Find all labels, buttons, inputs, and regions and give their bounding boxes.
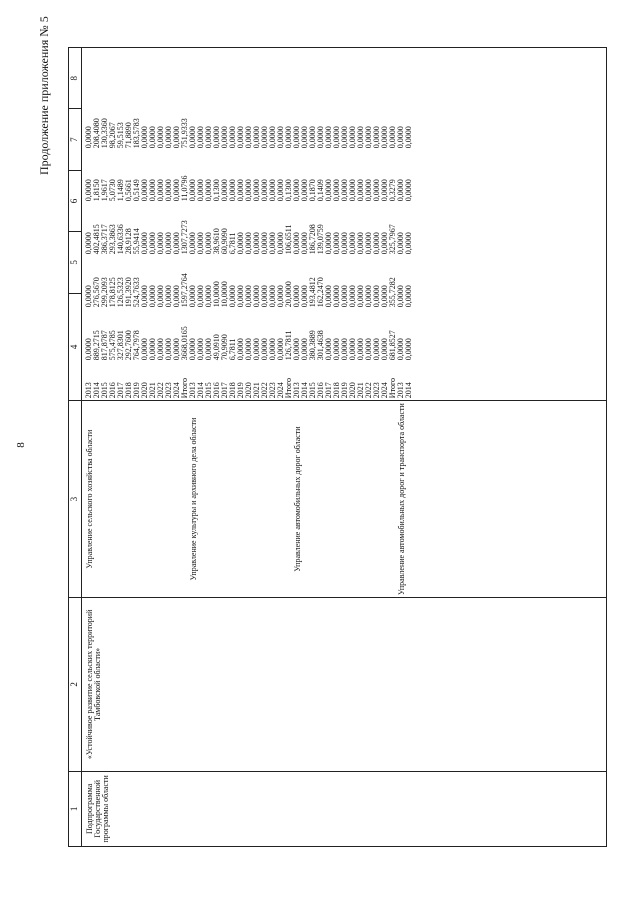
value-cell: 0,0000 bbox=[148, 179, 157, 202]
value-cell: 380,3889 bbox=[308, 330, 317, 361]
value-cell: 0,0000 bbox=[380, 285, 389, 308]
value-cell: 0,0000 bbox=[324, 338, 333, 361]
organization-column bbox=[82, 401, 607, 598]
value-cell: 575,4785 bbox=[108, 330, 117, 361]
value-cell: 0,0000 bbox=[244, 179, 253, 202]
value-cell: 0,0000 bbox=[188, 179, 197, 202]
year-cell: Итого bbox=[388, 377, 397, 399]
value-cell: 0,0000 bbox=[252, 179, 261, 202]
year-cell: 2014 bbox=[404, 382, 413, 399]
org-1: Управление культуры и архивного дела области bbox=[189, 417, 198, 581]
table-row bbox=[405, 48, 413, 398]
value-cell: 178,8125 bbox=[108, 277, 117, 308]
value-cell: 0,0000 bbox=[308, 126, 317, 149]
value-cell: 0,0000 bbox=[268, 232, 277, 255]
value-cell: 0,0000 bbox=[404, 126, 413, 149]
value-cell: 0,0000 bbox=[252, 232, 261, 255]
year-cell: 2017 bbox=[116, 382, 125, 399]
value-cell: 0,0000 bbox=[396, 285, 405, 308]
value-cell: 1,9617 bbox=[100, 179, 109, 202]
value-cell: 0,0000 bbox=[84, 338, 93, 361]
value-cell: 0,0000 bbox=[372, 179, 381, 202]
value-cell: 1,1489 bbox=[116, 179, 125, 202]
value-cell: 0,0000 bbox=[84, 179, 93, 202]
value-cell: 0,0000 bbox=[220, 126, 229, 149]
value-cell: 327,8301 bbox=[116, 330, 125, 361]
value-cell: 0,0000 bbox=[196, 232, 205, 255]
year-cell: 2014 bbox=[300, 382, 309, 399]
value-cell: 889,2715 bbox=[92, 330, 101, 361]
value-cell: 0,0000 bbox=[260, 179, 269, 202]
header-cell-3: 3 bbox=[69, 401, 82, 598]
year-cell: 2022 bbox=[364, 382, 373, 399]
year-cell: 2013 bbox=[292, 382, 301, 399]
value-cell: 0,0000 bbox=[276, 232, 285, 255]
value-cell: 0,0000 bbox=[148, 338, 157, 361]
value-cell: 0,0000 bbox=[236, 232, 245, 255]
value-cell: 0,0000 bbox=[332, 232, 341, 255]
value-cell: 5,0730 bbox=[108, 179, 117, 202]
value-cell: 130,3360 bbox=[100, 118, 109, 149]
value-cell: 0,0000 bbox=[404, 285, 413, 308]
value-cell: 0,0000 bbox=[196, 338, 205, 361]
value-cell: 0,0000 bbox=[172, 338, 181, 361]
value-cell: 0,0000 bbox=[348, 126, 357, 149]
value-cell: 0,0000 bbox=[268, 285, 277, 308]
value-cell: 38,9610 bbox=[212, 228, 221, 255]
value-cell: 681,8527 bbox=[388, 330, 397, 361]
value-cell: 0,0000 bbox=[356, 126, 365, 149]
value-cell: 0,0000 bbox=[276, 338, 285, 361]
value-cell: 0,0000 bbox=[164, 179, 173, 202]
value-cell: 0,0000 bbox=[372, 126, 381, 149]
value-cell: 11,0796 bbox=[180, 175, 189, 202]
value-cell: 0,0000 bbox=[228, 126, 237, 149]
value-cell: 0,0000 bbox=[84, 285, 93, 308]
value-cell: 0,0000 bbox=[332, 179, 341, 202]
value-cell: 0,0000 bbox=[324, 179, 333, 202]
value-cell: 0,0000 bbox=[260, 338, 269, 361]
value-cell: 0,0000 bbox=[260, 126, 269, 149]
value-cell: 0,0000 bbox=[364, 179, 373, 202]
year-cell: 2019 bbox=[340, 382, 349, 399]
values-area bbox=[82, 48, 607, 401]
year-cell: 2015 bbox=[308, 382, 317, 399]
value-cell: 191,3920 bbox=[124, 277, 133, 308]
year-cell: 2017 bbox=[324, 382, 333, 399]
value-cell: 1307,7273 bbox=[180, 220, 189, 255]
year-cell: 2014 bbox=[92, 382, 101, 399]
value-cell: 0,0000 bbox=[164, 285, 173, 308]
year-cell: 2018 bbox=[228, 382, 237, 399]
value-cell: 0,0000 bbox=[164, 232, 173, 255]
year-cell: 2021 bbox=[252, 382, 261, 399]
value-cell: 0,0000 bbox=[148, 285, 157, 308]
header-cell-2: 2 bbox=[69, 598, 82, 772]
org-2: Управление автомобильных дорог области bbox=[293, 426, 302, 572]
value-cell: 0,0000 bbox=[340, 338, 349, 361]
header-cell-5: 5 bbox=[69, 232, 82, 293]
year-cell: 2017 bbox=[220, 382, 229, 399]
year-cell: 2016 bbox=[316, 382, 325, 399]
value-cell: 0,0000 bbox=[388, 126, 397, 149]
value-cell: 0,0000 bbox=[356, 232, 365, 255]
subprogram-label: Подпрограмма Государственной программы области bbox=[82, 771, 607, 846]
value-cell: 325,7967 bbox=[388, 224, 397, 255]
year-cell: 2024 bbox=[172, 382, 181, 399]
value-cell: 193,4812 bbox=[308, 277, 317, 308]
year-cell: 2023 bbox=[372, 382, 381, 399]
value-cell: 0,0000 bbox=[380, 179, 389, 202]
value-cell: 0,0000 bbox=[292, 232, 301, 255]
year-cell: 2018 bbox=[332, 382, 341, 399]
value-cell: 0,0000 bbox=[172, 179, 181, 202]
value-cell: 0,0000 bbox=[356, 285, 365, 308]
year-cell: 2016 bbox=[108, 382, 117, 399]
year-cell: 2020 bbox=[140, 382, 149, 399]
value-cell: 0,0000 bbox=[292, 126, 301, 149]
year-cell: 2021 bbox=[356, 382, 365, 399]
value-cell: 0,0000 bbox=[380, 126, 389, 149]
value-cell: 183,5783 bbox=[132, 118, 141, 149]
org-3: Управление автомобильных дорог и транспорта области bbox=[397, 403, 406, 596]
value-cell: 0,0000 bbox=[324, 232, 333, 255]
value-cell: 126,5323 bbox=[116, 277, 125, 308]
value-cell: 0,0000 bbox=[324, 285, 333, 308]
value-cell: 0,0000 bbox=[228, 179, 237, 202]
value-cell: 0,0000 bbox=[356, 338, 365, 361]
value-cell: 0,0000 bbox=[356, 179, 365, 202]
year-cell: 2016 bbox=[212, 382, 221, 399]
value-cell: 402,4815 bbox=[92, 224, 101, 255]
value-cell: 0,0000 bbox=[148, 126, 157, 149]
value-cell: 98,2067 bbox=[108, 122, 117, 149]
year-cell: 2022 bbox=[260, 382, 269, 399]
value-cell: 49,0910 bbox=[212, 334, 221, 361]
value-cell: 0,0000 bbox=[268, 126, 277, 149]
value-cell: 0,0000 bbox=[372, 232, 381, 255]
value-cell: 0,0000 bbox=[276, 179, 285, 202]
value-cell: 0,0000 bbox=[340, 126, 349, 149]
value-cell: 0,0000 bbox=[300, 232, 309, 255]
value-cell: 0,3279 bbox=[388, 179, 397, 202]
value-cell: 0,0000 bbox=[220, 179, 229, 202]
value-cell: 0,0000 bbox=[396, 126, 405, 149]
value-cell: 0,0000 bbox=[140, 338, 149, 361]
year-cell: Итого bbox=[180, 377, 189, 399]
value-cell: 0,0000 bbox=[300, 126, 309, 149]
value-cell: 0,0000 bbox=[292, 285, 301, 308]
value-cell: 0,0000 bbox=[396, 232, 405, 255]
value-cell: 0,0000 bbox=[188, 285, 197, 308]
year-cell: 2024 bbox=[380, 382, 389, 399]
year-cell: 2020 bbox=[244, 382, 253, 399]
value-cell: 126,7811 bbox=[284, 330, 293, 361]
value-cell: 0,0000 bbox=[316, 126, 325, 149]
value-cell: 751,9333 bbox=[180, 118, 189, 149]
value-cell: 0,0000 bbox=[372, 338, 381, 361]
value-cell: 0,0000 bbox=[236, 338, 245, 361]
header-cell-6: 6 bbox=[69, 170, 82, 231]
value-cell: 0,0000 bbox=[188, 338, 197, 361]
value-cell: 139,0759 bbox=[316, 224, 325, 255]
value-cell: 70,9090 bbox=[220, 334, 229, 361]
value-cell: 0,5661 bbox=[124, 179, 133, 202]
value-cell: 0,0000 bbox=[140, 126, 149, 149]
value-cell: 0,0000 bbox=[324, 126, 333, 149]
value-cell: 0,0000 bbox=[204, 285, 213, 308]
value-cell: 0,0000 bbox=[348, 232, 357, 255]
value-cell: 0,0000 bbox=[204, 179, 213, 202]
value-cell: 55,9414 bbox=[132, 228, 141, 255]
value-cell: 162,2470 bbox=[316, 277, 325, 308]
value-cell: 0,0000 bbox=[364, 126, 373, 149]
value-cell: 0,0000 bbox=[364, 338, 373, 361]
value-cell: 0,0000 bbox=[188, 232, 197, 255]
value-cell: 59,5153 bbox=[116, 122, 125, 149]
year-cell: 2013 bbox=[84, 382, 93, 399]
year-cell: 2018 bbox=[124, 382, 133, 399]
value-cell: 0,0000 bbox=[380, 338, 389, 361]
value-cell: 0,0000 bbox=[172, 126, 181, 149]
value-cell: 0,0000 bbox=[244, 338, 253, 361]
value-cell: 0,0000 bbox=[244, 232, 253, 255]
year-cell: 2023 bbox=[164, 382, 173, 399]
header-row bbox=[69, 48, 82, 847]
value-cell: 0,0000 bbox=[332, 338, 341, 361]
value-cell: 0,0000 bbox=[268, 179, 277, 202]
value-cell: 0,0000 bbox=[284, 126, 293, 149]
value-cell: 0,0000 bbox=[268, 338, 277, 361]
value-cell: 0,0000 bbox=[156, 285, 165, 308]
value-cell: 301,4638 bbox=[316, 330, 325, 361]
value-cell: 0,0000 bbox=[156, 126, 165, 149]
budget-table bbox=[68, 47, 607, 847]
value-cell: 0,0000 bbox=[140, 285, 149, 308]
value-cell: 0,0000 bbox=[196, 126, 205, 149]
value-cell: 0,0000 bbox=[172, 232, 181, 255]
year-cell: 2022 bbox=[156, 382, 165, 399]
year-cell: 2014 bbox=[196, 382, 205, 399]
value-cell: 0,0000 bbox=[140, 179, 149, 202]
value-cell: 10,0000 bbox=[212, 281, 221, 308]
year-cell: 2020 bbox=[348, 382, 357, 399]
value-cell: 0,0000 bbox=[404, 179, 413, 202]
value-cell: 0,0000 bbox=[332, 126, 341, 149]
year-cell: 2024 bbox=[276, 382, 285, 399]
value-cell: 0,0000 bbox=[204, 126, 213, 149]
value-cell: 0,0000 bbox=[164, 338, 173, 361]
year-cell: Итого bbox=[284, 377, 293, 399]
value-cell: 0,0000 bbox=[404, 338, 413, 361]
value-cell: 0,0000 bbox=[252, 126, 261, 149]
value-cell: 292,7600 bbox=[124, 330, 133, 361]
value-cell: 0,0000 bbox=[332, 285, 341, 308]
value-cell: 0,0000 bbox=[348, 338, 357, 361]
value-cell: 20,0000 bbox=[284, 281, 293, 308]
value-cell: 0,0000 bbox=[292, 179, 301, 202]
value-cell: 0,0000 bbox=[140, 232, 149, 255]
value-cell: 524,7633 bbox=[132, 277, 141, 308]
year-cell: 2015 bbox=[100, 382, 109, 399]
value-cell: 0,0000 bbox=[404, 232, 413, 255]
value-cell: 0,0000 bbox=[260, 285, 269, 308]
value-cell: 6,7811 bbox=[228, 232, 237, 255]
org-0: Управление сельского хозяйства области bbox=[85, 429, 94, 569]
header-cell-7: 7 bbox=[69, 109, 82, 170]
value-cell: 0,5149 bbox=[132, 179, 141, 202]
value-cell: 0,0000 bbox=[188, 126, 197, 149]
value-cell: 0,0000 bbox=[228, 285, 237, 308]
value-cell: 355,7282 bbox=[388, 277, 397, 308]
value-cell: 28,9128 bbox=[124, 228, 133, 255]
value-cell: 0,0000 bbox=[364, 232, 373, 255]
value-cell: 0,0000 bbox=[252, 338, 261, 361]
value-cell: 299,2093 bbox=[100, 277, 109, 308]
value-cell: 71,8890 bbox=[124, 122, 133, 149]
value-cell: 0,0000 bbox=[292, 338, 301, 361]
value-cell: 0,0000 bbox=[236, 285, 245, 308]
value-cell: 276,5670 bbox=[92, 277, 101, 308]
value-cell: 0,0000 bbox=[156, 179, 165, 202]
page-number: 8 bbox=[15, 442, 27, 448]
value-cell: 1,8150 bbox=[92, 179, 101, 202]
value-cell: 0,0000 bbox=[276, 285, 285, 308]
value-cell: 0,0000 bbox=[156, 232, 165, 255]
value-cell: 0,0000 bbox=[236, 179, 245, 202]
value-cell: 0,1300 bbox=[284, 179, 293, 202]
value-cell: 0,0000 bbox=[380, 232, 389, 255]
year-cell: 2019 bbox=[236, 382, 245, 399]
value-cell: 764,7978 bbox=[132, 330, 141, 361]
value-cell: 0,0000 bbox=[236, 126, 245, 149]
value-cell: 60,9090 bbox=[220, 228, 229, 255]
value-cell: 3668,0165 bbox=[180, 326, 189, 361]
value-cell: 1597,2764 bbox=[180, 273, 189, 308]
value-cell: 0,0000 bbox=[340, 285, 349, 308]
value-cell: 0,0000 bbox=[372, 285, 381, 308]
value-cell: 0,0000 bbox=[84, 232, 93, 255]
value-cell: 0,0000 bbox=[348, 285, 357, 308]
value-cell: 0,0000 bbox=[156, 338, 165, 361]
value-cell: 0,0000 bbox=[244, 126, 253, 149]
value-cell: 0,0000 bbox=[172, 285, 181, 308]
value-cell: 0,0000 bbox=[204, 232, 213, 255]
value-cell: 293,3863 bbox=[108, 224, 117, 255]
value-cell: 0,0000 bbox=[340, 179, 349, 202]
appendix-caption: Продолжение приложения № 5 bbox=[37, 16, 51, 175]
value-cell: 0,0000 bbox=[244, 285, 253, 308]
value-cell: 208,4080 bbox=[92, 118, 101, 149]
value-cell: 0,0000 bbox=[300, 285, 309, 308]
header-cell-4: 4 bbox=[69, 293, 82, 401]
value-cell: 0,0000 bbox=[252, 285, 261, 308]
value-cell: 6,7811 bbox=[228, 338, 237, 361]
body-row bbox=[82, 48, 607, 847]
header-cell-8: 8 bbox=[69, 48, 82, 109]
value-cell: 0,0000 bbox=[204, 338, 213, 361]
value-cell: 186,7208 bbox=[308, 224, 317, 255]
value-cell: 10,0000 bbox=[220, 281, 229, 308]
header-cell-1: 1 bbox=[69, 771, 82, 846]
value-cell: 106,6511 bbox=[284, 224, 293, 255]
value-cell: 0,1409 bbox=[316, 179, 325, 202]
year-cell: 2013 bbox=[396, 382, 405, 399]
value-cell: 0,0000 bbox=[340, 232, 349, 255]
value-cell: 0,0000 bbox=[396, 179, 405, 202]
value-cell: 0,0000 bbox=[196, 285, 205, 308]
values-rows bbox=[85, 48, 413, 398]
value-cell: 386,3717 bbox=[100, 224, 109, 255]
value-cell: 0,0000 bbox=[276, 126, 285, 149]
program-title: «Устойчивое развитие сельских территорий Тамбовской области» bbox=[82, 598, 607, 772]
year-cell: 2023 bbox=[268, 382, 277, 399]
year-cell: 2015 bbox=[204, 382, 213, 399]
value-cell: 0,0000 bbox=[300, 179, 309, 202]
value-cell: 0,0000 bbox=[364, 285, 373, 308]
value-cell: 0,0000 bbox=[396, 338, 405, 361]
value-cell: 0,0000 bbox=[300, 338, 309, 361]
value-cell: 0,0000 bbox=[196, 179, 205, 202]
value-cell: 0,0000 bbox=[212, 126, 221, 149]
value-cell: 0,0000 bbox=[348, 179, 357, 202]
value-cell: 140,6336 bbox=[116, 224, 125, 255]
year-cell: 2013 bbox=[188, 382, 197, 399]
value-cell: 0,0000 bbox=[84, 126, 93, 149]
value-cell: 0,0000 bbox=[164, 126, 173, 149]
value-cell: 0,0000 bbox=[260, 232, 269, 255]
value-cell: 0,1870 bbox=[308, 179, 317, 202]
value-cell: 0,0000 bbox=[148, 232, 157, 255]
year-cell: 2019 bbox=[132, 382, 141, 399]
year-cell: 2021 bbox=[148, 382, 157, 399]
value-cell: 817,8787 bbox=[100, 330, 109, 361]
value-cell: 0,1300 bbox=[212, 179, 221, 202]
